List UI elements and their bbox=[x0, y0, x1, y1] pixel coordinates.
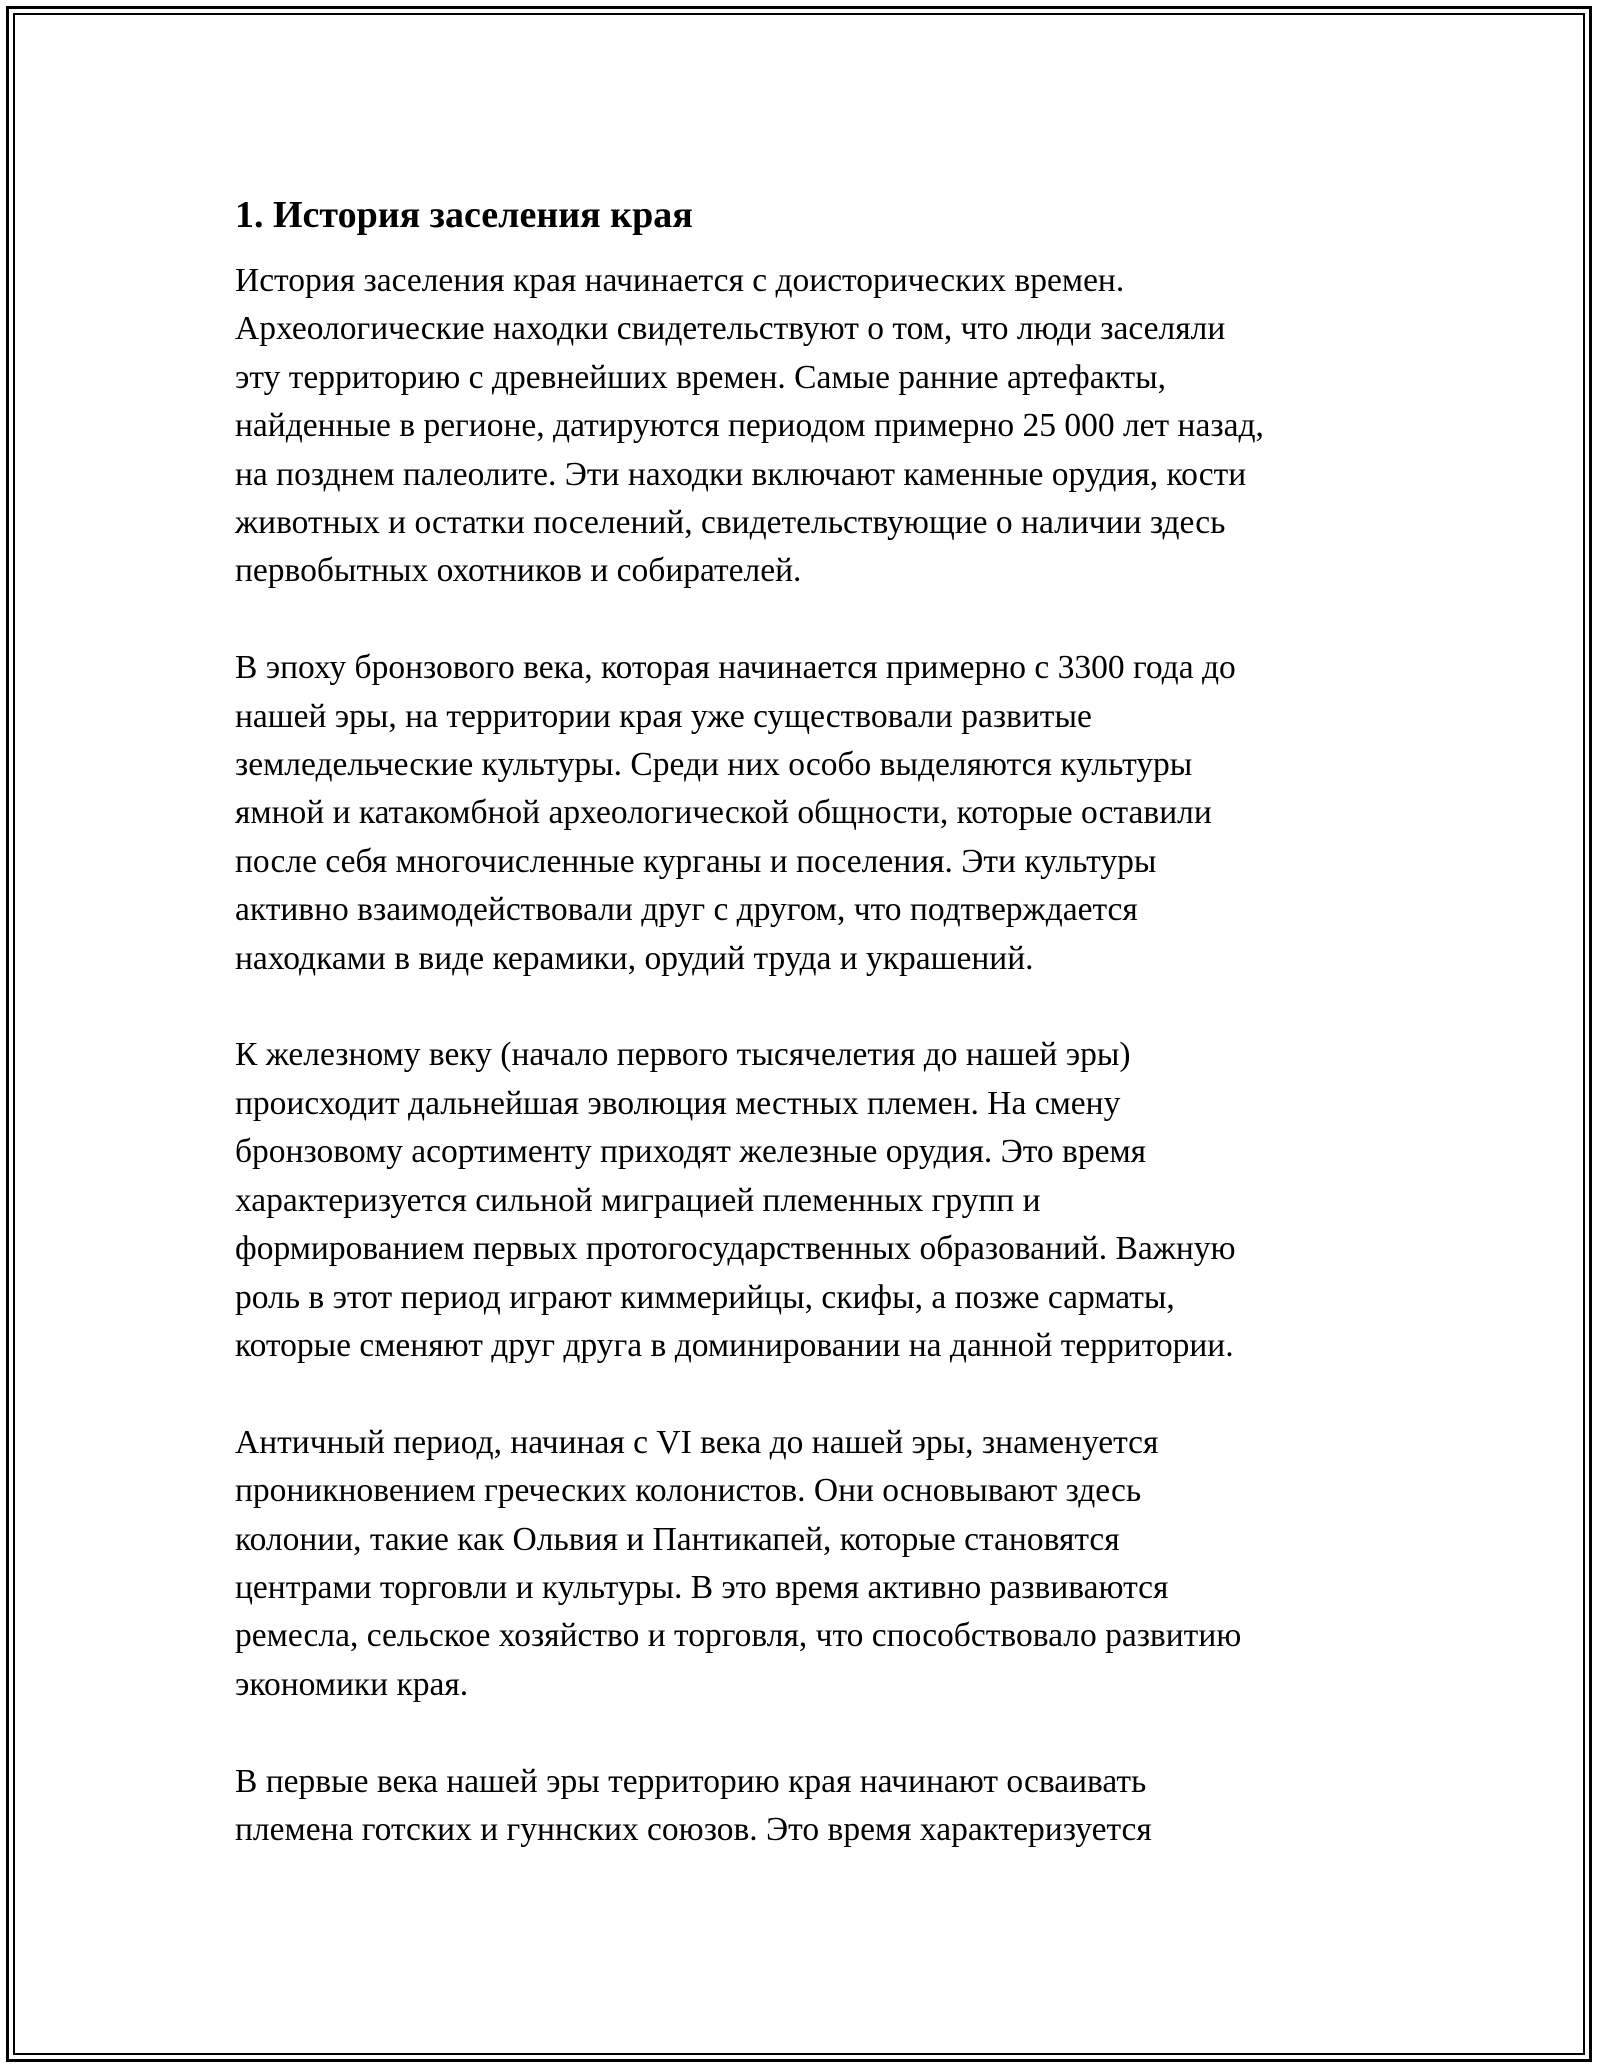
text-line: племена готских и гуннских союзов. Это время характеризуется bbox=[235, 1810, 1152, 1848]
paragraph-3 bbox=[235, 1031, 1395, 1370]
text-line: животных и остатки поселений, свидетельствующие о наличии здесь bbox=[235, 504, 1226, 542]
text-line: происходит дальнейшая эволюция местных племен. На смену bbox=[235, 1084, 1121, 1122]
text-line: ремесла, сельское хозяйство и торговля, что способствовало развитию bbox=[235, 1617, 1242, 1655]
text-line: первобытных охотников и собирателей. bbox=[235, 552, 802, 590]
text-line: История заселения края начинается с доисторических времен. bbox=[235, 262, 1125, 299]
text-line: экономики края. bbox=[235, 1665, 469, 1703]
paragraph-spacer bbox=[235, 596, 1395, 644]
section-heading: 1. История заселения края bbox=[235, 194, 693, 236]
paragraph-1 bbox=[235, 257, 1395, 596]
text-line: находками в виде керамики, орудий труда и украшений. bbox=[235, 939, 1034, 977]
text-line: после себя многочисленные курганы и поселения. Эти культуры bbox=[235, 842, 1157, 880]
text-line: на позднем палеолите. Эти находки включают каменные орудия, кости bbox=[235, 455, 1247, 493]
text-line: роль в этот период играют киммерийцы, скифы, а позже сарматы, bbox=[235, 1278, 1175, 1316]
paragraph-spacer bbox=[235, 1709, 1395, 1757]
paragraph-spacer bbox=[235, 1370, 1395, 1418]
text-line: земледельческие культуры. Среди них особо выделяются культуры bbox=[235, 746, 1193, 784]
text-line: найденные в регионе, датируются периодом примерно 25 000 лет назад, bbox=[235, 407, 1264, 445]
text-line: формированием первых протогосударственных образований. Важную bbox=[235, 1230, 1236, 1268]
paragraph-4 bbox=[235, 1419, 1395, 1709]
text-line: бронзовому асортименту приходят железные орудия. Это время bbox=[235, 1133, 1147, 1171]
text-line: Археологические находки свидетельствуют о том, что люди заселяли bbox=[235, 310, 1226, 348]
text-line: Античный период, начиная с VI века до нашей эры, знаменуется bbox=[235, 1423, 1159, 1461]
text-line: В первые века нашей эры территорию края начинают осваивать bbox=[235, 1762, 1147, 1800]
paragraph-2 bbox=[235, 644, 1395, 983]
text-line: проникновением греческих колонистов. Они основывают здесь bbox=[235, 1472, 1142, 1510]
paragraph-spacer bbox=[235, 983, 1395, 1031]
text-line: К железному веку (начало первого тысячелетия до нашей эры) bbox=[235, 1036, 1131, 1074]
text-line: характеризуется сильной миграцией племенных групп и bbox=[235, 1181, 1041, 1219]
document-body bbox=[235, 257, 1395, 1854]
text-line: В эпоху бронзового века, которая начинается примерно с 3300 года до bbox=[235, 649, 1236, 687]
document-page bbox=[235, 185, 1395, 1854]
text-line: активно взаимодействовали друг с другом, что подтверждается bbox=[235, 891, 1138, 929]
text-line: центрами торговли и культуры. В это время активно развиваются bbox=[235, 1568, 1169, 1606]
text-line: колонии, такие как Ольвия и Пантикапей, которые становятся bbox=[235, 1520, 1120, 1558]
text-line: нашей эры, на территории края уже существовали развитые bbox=[235, 697, 1092, 735]
paragraph-5 bbox=[235, 1758, 1395, 1855]
text-line: ямной и катакомбной археологической общности, которые оставили bbox=[235, 794, 1212, 832]
text-line: которые сменяют друг друга в доминировании на данной территории. bbox=[235, 1326, 1234, 1364]
text-line: эту территорию с древнейших времен. Самые ранние артефакты, bbox=[235, 358, 1166, 396]
